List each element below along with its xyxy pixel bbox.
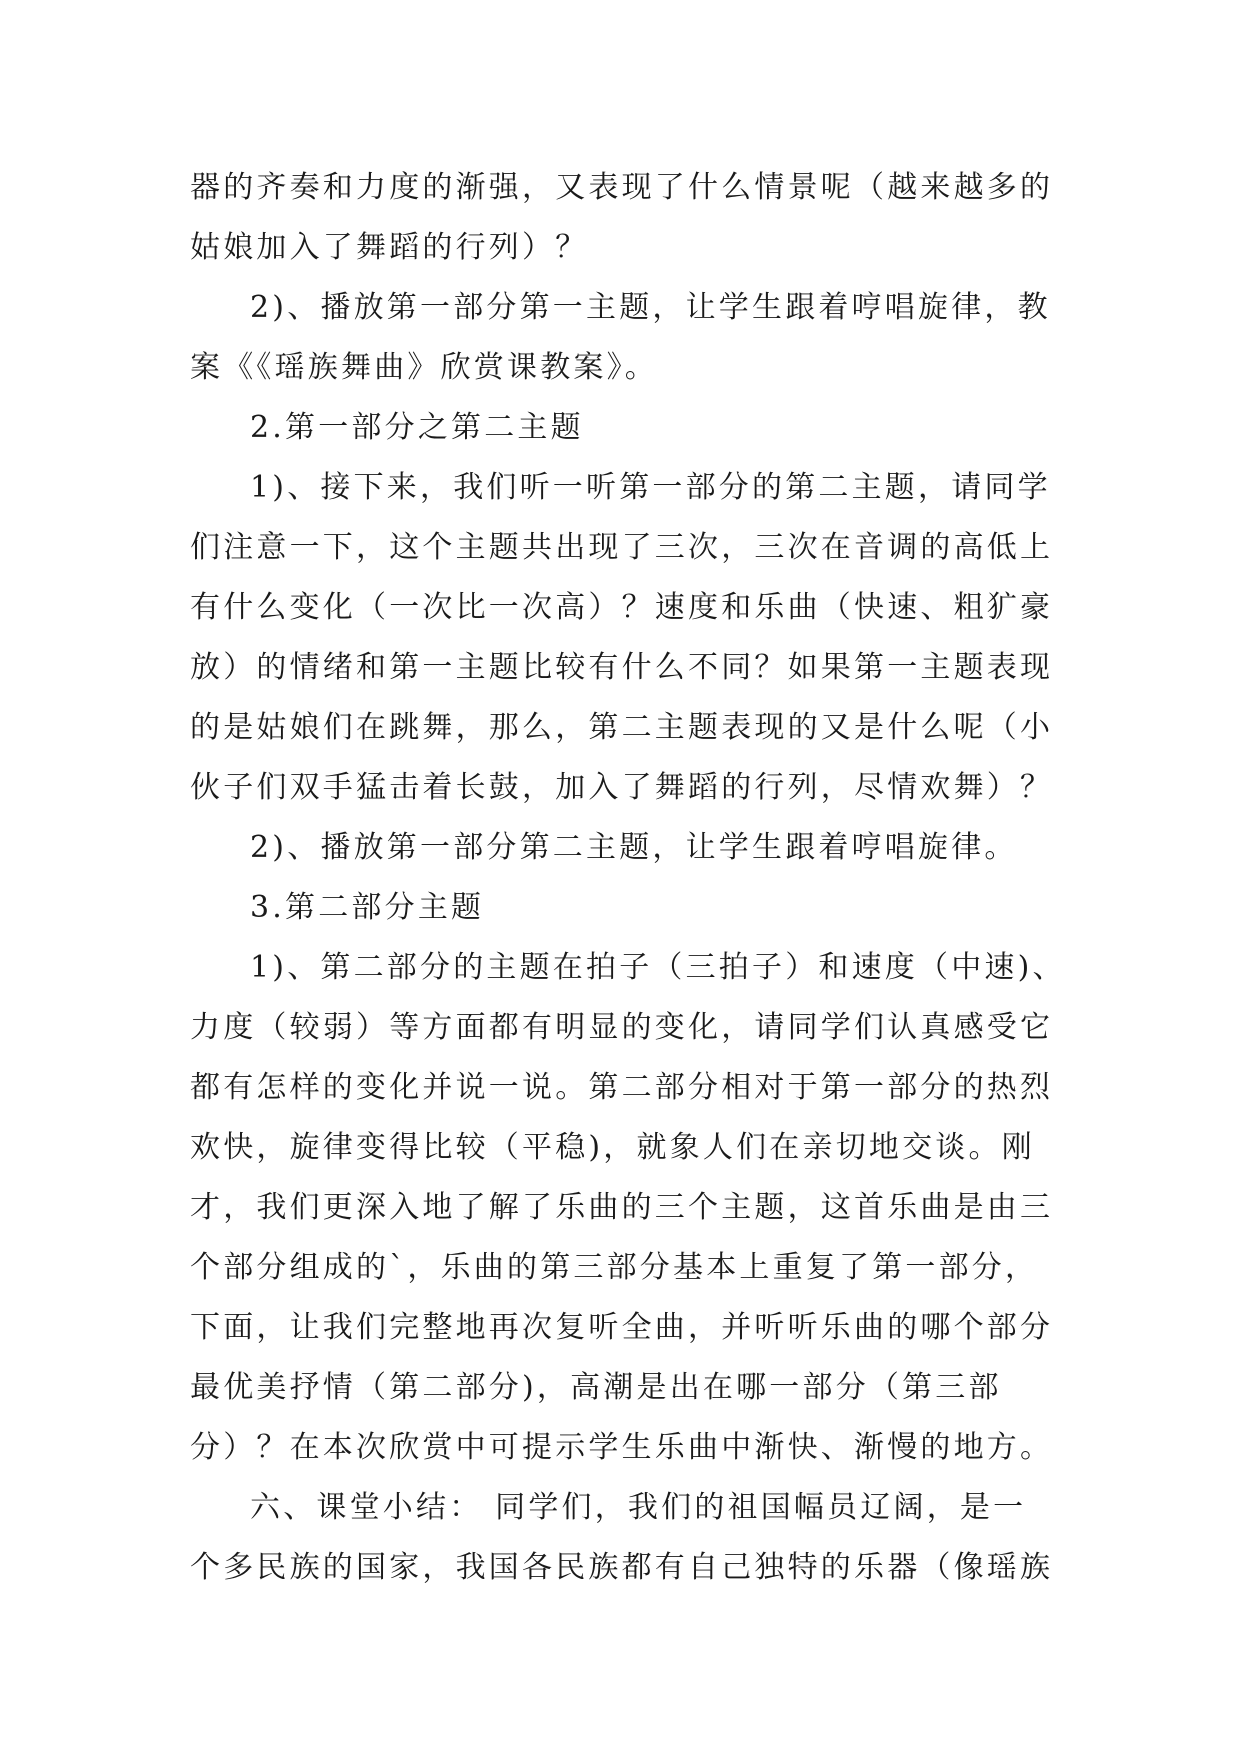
text-line: 才，我们更深入地了解了乐曲的三个主题，这首乐曲是由三 bbox=[190, 1190, 1054, 1225]
text-line: 1)、接下来，我们听一听第一部分的第二主题，请同学 bbox=[250, 470, 1051, 505]
text-line: 姑娘加入了舞蹈的行列）？ bbox=[190, 230, 589, 265]
text-line: 最优美抒情（第二部分)，高潮是出在哪一部分（第三部 bbox=[190, 1370, 1002, 1405]
section-heading: 2.第一部分之第二主题 bbox=[250, 410, 584, 445]
text-line: 器的齐奏和力度的渐强，又表现了什么情景呢（越来越多的 bbox=[190, 170, 1054, 205]
text-line: 们注意一下，这个主题共出现了三次，三次在音调的高低上 bbox=[190, 530, 1054, 565]
text-line: 下面，让我们完整地再次复听全曲，并听听乐曲的哪个部分 bbox=[190, 1310, 1054, 1345]
text-line: 有什么变化（一次比一次高）？速度和乐曲（快速、粗犷豪 bbox=[190, 590, 1054, 625]
text-line: 都有怎样的变化并说一说。第二部分相对于第一部分的热烈 bbox=[190, 1070, 1054, 1105]
text-line: 放）的情绪和第一主题比较有什么不同？如果第一主题表现 bbox=[190, 650, 1054, 685]
text-line: 伙子们双手猛击着长鼓，加入了舞蹈的行列，尽情欢舞）？ bbox=[190, 770, 1054, 805]
text-line: 力度（较弱）等方面都有明显的变化，请同学们认真感受它 bbox=[190, 1010, 1054, 1045]
text-line: 欢快，旋律变得比较（平稳)，就象人们在亲切地交谈。刚 bbox=[190, 1130, 1035, 1165]
text-line: 的是姑娘们在跳舞，那么，第二主题表现的又是什么呢（小 bbox=[190, 710, 1054, 745]
text-line: 分）？在本次欣赏中可提示学生乐曲中渐快、渐慢的地方。 bbox=[190, 1430, 1054, 1465]
text-line: 2)、播放第一部分第一主题，让学生跟着哼唱旋律，教 bbox=[250, 290, 1051, 325]
text-line: 案《《瑶族舞曲》欣赏课教案》。 bbox=[190, 350, 658, 385]
text-line: 个部分组成的`，乐曲的第三部分基本上重复了第一部分， bbox=[190, 1250, 1039, 1285]
text-line: 2)、播放第一部分第二主题，让学生跟着哼唱旋律。 bbox=[250, 830, 1018, 865]
text-line: 个多民族的国家，我国各民族都有自己独特的乐器（像瑶族 bbox=[190, 1550, 1054, 1585]
document-page bbox=[190, 158, 1070, 1598]
text-line: 1)、第二部分的主题在拍子（三拍子）和速度（中速)、 bbox=[250, 950, 1066, 985]
section-heading: 3.第二部分主题 bbox=[250, 890, 485, 925]
section-heading: 六、课堂小结： 同学们，我们的祖国幅员辽阔，是一 bbox=[250, 1490, 1027, 1525]
